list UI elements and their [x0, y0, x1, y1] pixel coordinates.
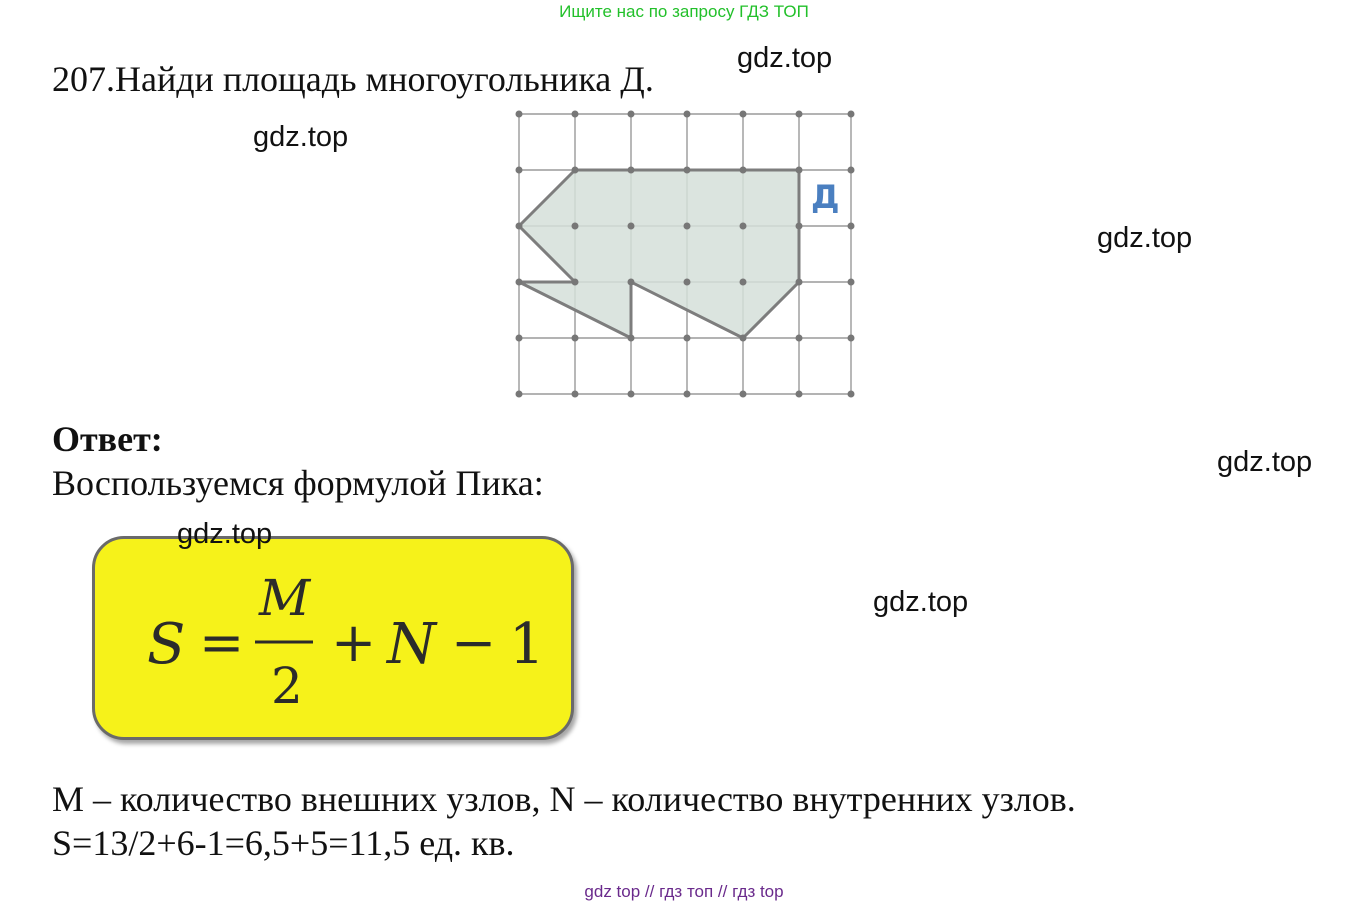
watermark: gdz.top	[1217, 446, 1313, 478]
watermark: gdz.top	[873, 586, 969, 618]
answer-heading: Ответ:	[52, 419, 163, 459]
formula-one: 1	[509, 612, 545, 677]
pick-formula-box	[92, 536, 574, 740]
grid-figure	[488, 96, 868, 416]
formula-minus: −	[451, 611, 497, 674]
definition-text: M – количество внешних узлов, N – количество внутренних узлов.	[52, 779, 1076, 819]
formula-equals: =	[199, 611, 245, 674]
formula-n: N	[387, 612, 436, 677]
formula-m: M	[259, 569, 311, 627]
bottom-banner[interactable]: gdz top // гдз топ // гдз top	[584, 882, 784, 901]
watermark: gdz.top	[1097, 222, 1193, 254]
watermark: gdz.top	[253, 121, 349, 153]
formula-plus: +	[331, 611, 377, 674]
polygon-grid-svg	[488, 96, 868, 416]
polygon-label: Д	[811, 178, 840, 216]
formula-s: S	[147, 612, 186, 677]
method-text: Воспользуемся формулой Пика:	[52, 463, 544, 503]
calculation-text: S=13/2+6-1=6,5+5=11,5 ед. кв.	[52, 823, 515, 863]
top-banner[interactable]: Ищите нас по запросу ГДЗ ТОП	[559, 2, 809, 21]
polygon-d	[519, 170, 799, 338]
formula-svg	[95, 539, 571, 737]
watermark: gdz.top	[737, 42, 833, 74]
watermark: gdz.top	[177, 518, 273, 550]
problem-title: 207.Найди площадь многоугольника Д.	[52, 59, 654, 99]
formula-two: 2	[271, 657, 303, 715]
